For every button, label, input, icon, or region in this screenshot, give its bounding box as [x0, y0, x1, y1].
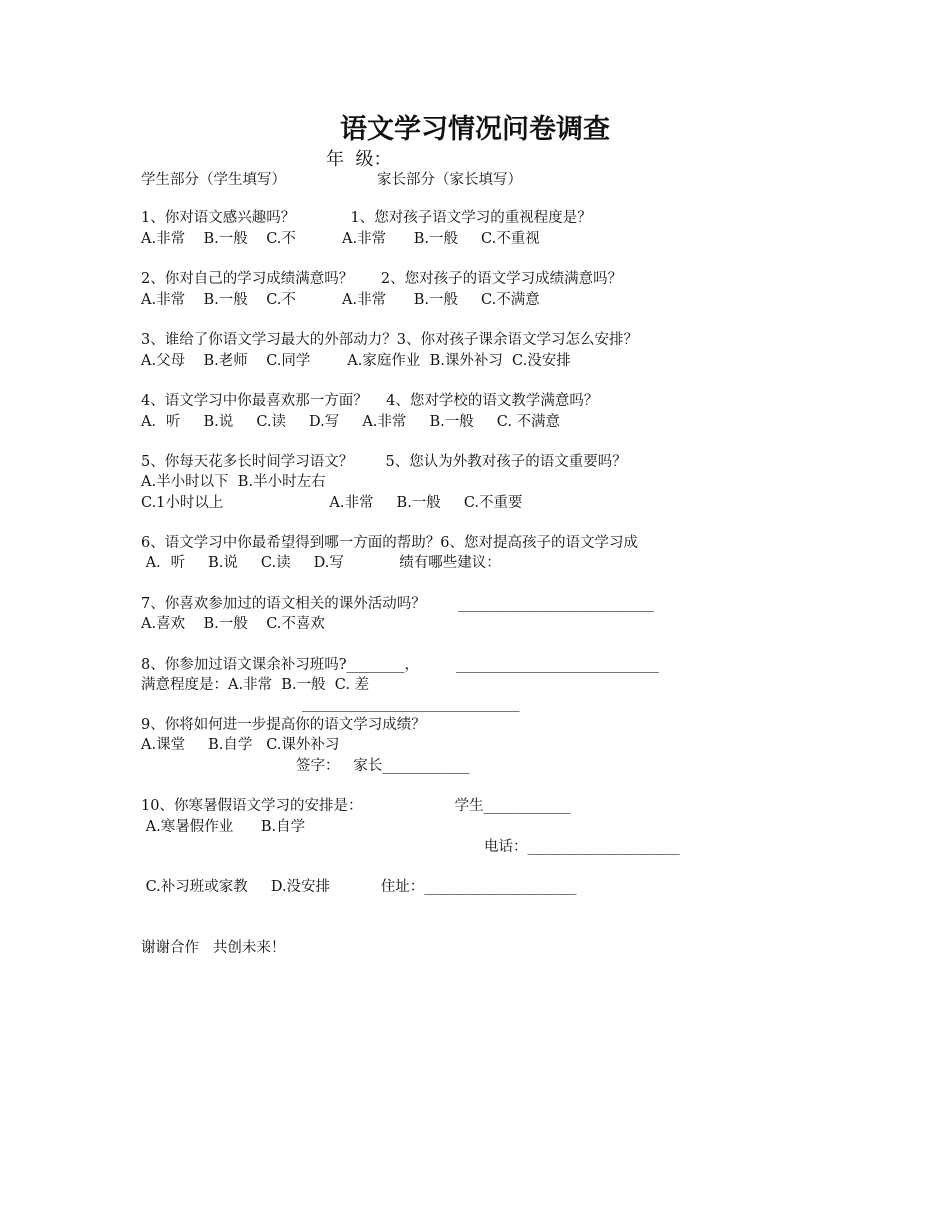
question-8: 8、你参加过语文课余补习班吗?________， ____________________________ [141, 657, 659, 673]
question-9: 9、你将如何进一步提高你的语文学习成绩？ [141, 717, 426, 733]
options-5a: A.半小时以下 B.半小时左右 [141, 474, 326, 490]
options-9: A.课堂 B.自学 C.课外补习 [141, 737, 340, 753]
closing-note: 谢谢合作 共创未来！ [141, 940, 286, 956]
student-section-header: 学生部分（学生填写） [141, 172, 286, 188]
question-3: 3、谁给了你语文学习最大的外部动力？3、你对孩子课余语文学习怎么安排？ [141, 332, 638, 348]
question-2: 2、你对自己的学习成绩满意吗？ 2、您对孩子的语文学习成绩满意吗？ [141, 271, 623, 287]
options-3: A.父母 B.老师 C.同学 A.家庭作业 B.课外补习 C.没安排 [141, 353, 571, 369]
question-1: 1、你对语文感兴趣吗？ 1、您对孩子语文学习的重视程度是？ [141, 210, 592, 226]
options-7: A.喜欢 B.一般 C.不喜欢 [141, 616, 325, 632]
options-10b-address: C.补习班或家教 D.没安排 住址：_____________________ [141, 879, 577, 895]
satisfaction-8: 满意程度是：A.非常 B.一般 C. 差 [141, 677, 370, 693]
page-title: 语文学习情况问卷调查 [340, 114, 610, 145]
blank-line-8: ______________________________ [302, 696, 520, 712]
question-7: 7、你喜欢参加过的语文相关的课外活动吗？ ___________________________ [141, 596, 654, 612]
question-10: 10、你寒暑假语文学习的安排是： 学生____________ [141, 798, 571, 814]
question-5: 5、你每天花多长时间学习语文？ 5、您认为外教对孩子的语文重要吗？ [141, 454, 627, 470]
options-6: A．听 B.说 C.读 D.写 绩有哪些建议： [141, 555, 501, 571]
parent-section-header: 家长部分（家长填写） [377, 172, 522, 188]
options-1: A.非常 B.一般 C.不 A.非常 B.一般 C.不重视 [141, 231, 540, 247]
question-4: 4、语文学习中你最喜欢那一方面？ 4、您对学校的语文教学满意吗？ [141, 393, 599, 409]
grade-field: 年 级： [326, 149, 392, 170]
options-4: A．听 B.说 C.读 D.写 A.非常 B.一般 C. 不满意 [141, 414, 561, 430]
options-5b: C.1小时以上 A.非常 B.一般 C.不重要 [141, 495, 523, 511]
phone-field: 电话：_____________________ [484, 839, 680, 855]
signature-parent: 签字： 家长____________ [296, 758, 470, 774]
options-10a: A.寒暑假作业 B.自学 [141, 819, 306, 835]
options-2: A.非常 B.一般 C.不 A.非常 B.一般 C.不满意 [141, 292, 540, 308]
question-6: 6、语文学习中你最希望得到哪一方面的帮助？6、您对提高孩子的语文学习成 [141, 535, 638, 551]
